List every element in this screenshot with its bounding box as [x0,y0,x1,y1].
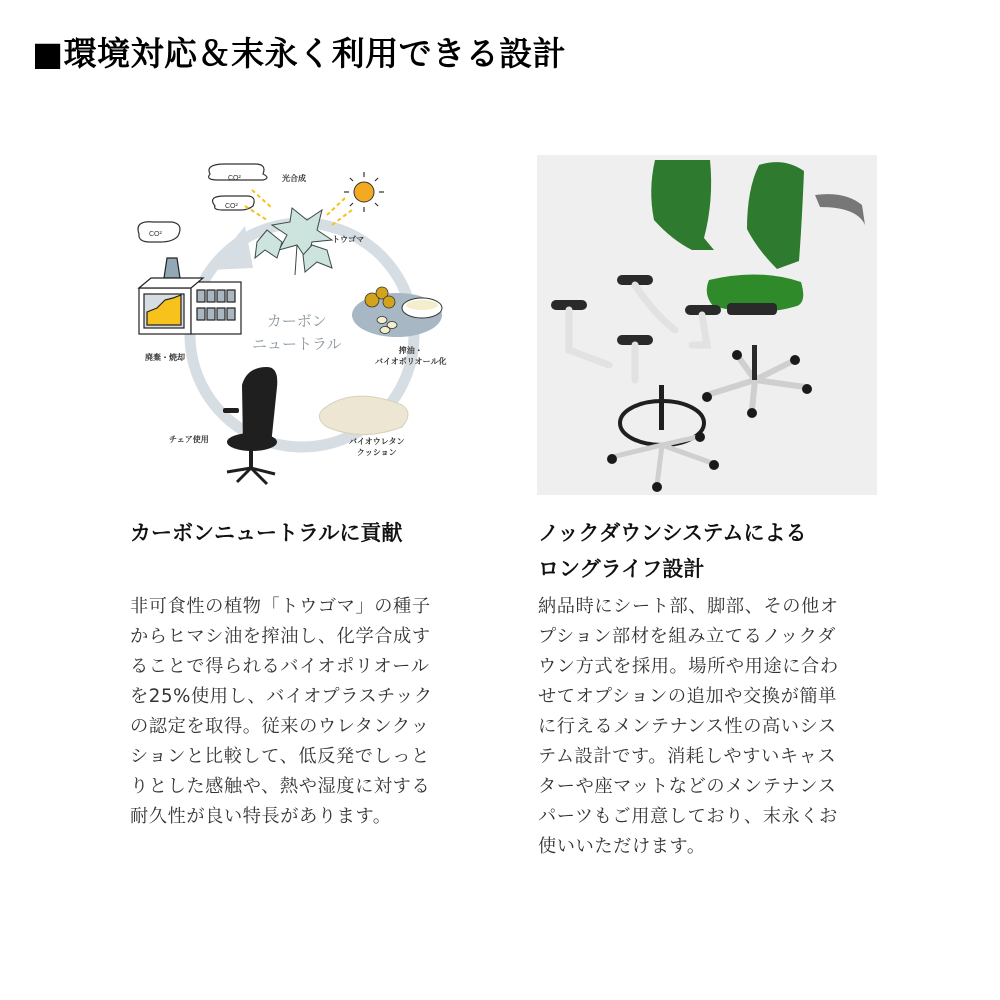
knockdown-photo [535,150,880,495]
svg-text:CO²: CO² [225,203,238,210]
section-knockdown [535,150,880,857]
green-backrest-icon [747,162,804,269]
section-carbon-neutral [127,150,472,827]
chair-parts-photo [537,155,877,495]
section-body: 納品時にシート部、脚部、その他オ プション部材を組み立てるノックダ ウン方式を採用。場所や用途に合わ せてオプションの追加や交換が簡単 に行えるメンテナンス性の高いシス テム設計です。消耗しやすいキャス ターや座マットなどのメンテナンス パーツもご用意しており、末永くお 使いいただけます。 [538,596,839,857]
label-cushion: バイオウレタン クッション [349,437,405,457]
label-disposal: 廃棄・焼却 [145,353,185,362]
label-extraction: 搾油・ バイオポリオール化 [375,346,447,366]
headrest-icon [815,194,865,225]
section-body: 非可食性の植物「トウゴマ」の種子 からヒマシ油を搾油し、化学合成す ることで得られるバイオポリオール を25%使用し、バイオプラスチック の認定を取得。従来のウレタンクッ ションと比較して、低反発でしっと りとした感触や、熱や湿度に対する 耐久性が良い特長があります。 [130,596,433,827]
carbon-neutral-label: カーボン ニュートラル [252,312,342,353]
section-heading: ノックダウンシステムによる ロングライフ設計 [538,521,807,581]
green-backrest-icon [651,160,714,250]
cushion-icon [319,396,408,434]
page-title: ■環境対応＆末永く利用できる設計 [32,34,567,73]
sun-icon [344,172,384,212]
carbon-neutral-diagram [127,150,472,495]
castor-plant-icon [255,208,332,275]
photo-frame [537,155,877,495]
label-photosynthesis: 光合成 [282,174,306,183]
label-castor: トウゴマ [332,235,364,244]
svg-text:CO²: CO² [228,175,241,182]
section-heading: カーボンニュートラルに貢献 [130,521,403,545]
incinerator-icon [139,258,241,334]
label-chair-use: チェア使用 [169,435,209,444]
svg-text:CO²: CO² [149,231,162,238]
